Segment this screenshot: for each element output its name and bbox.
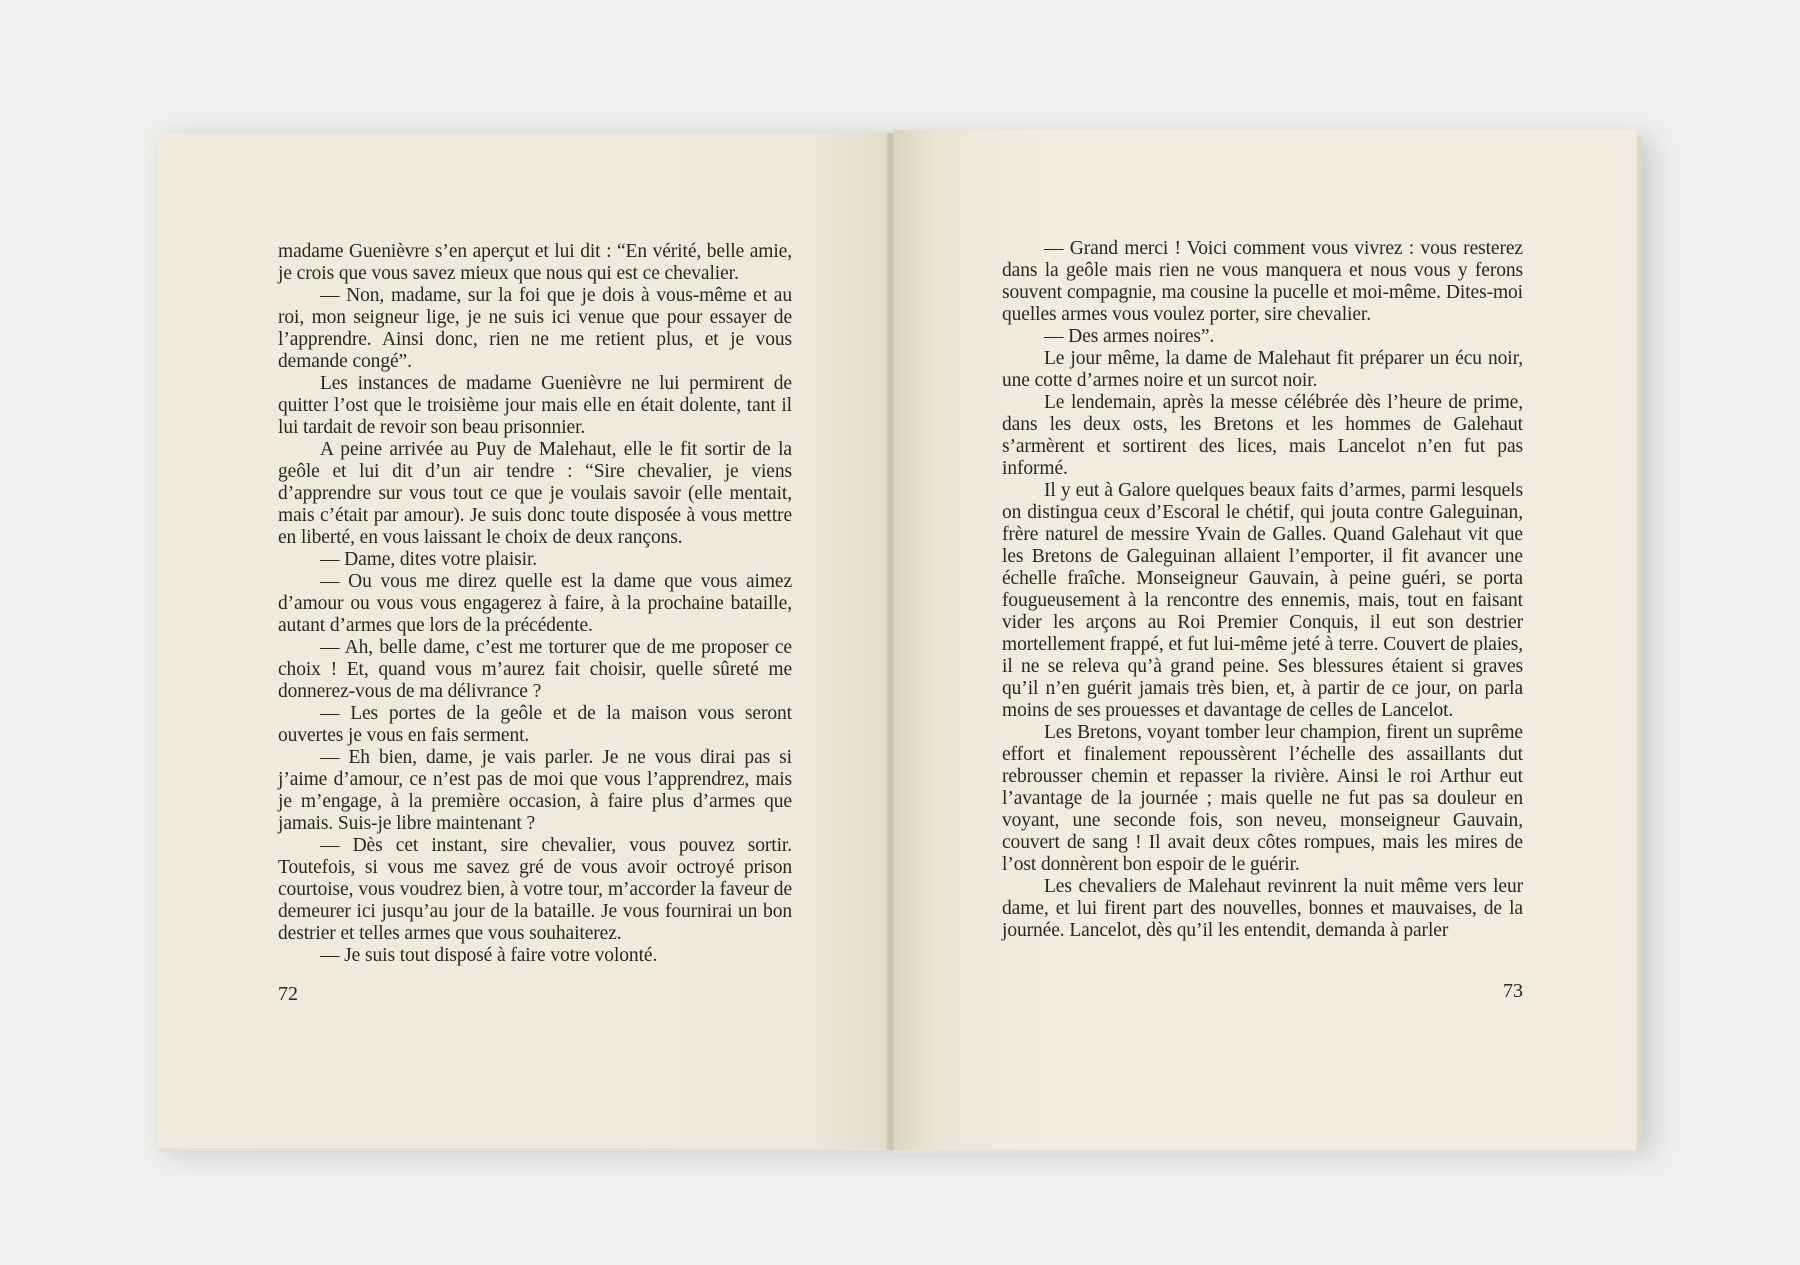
- right-page-text: [1002, 238, 1523, 942]
- paragraph: — Grand merci ! Voici comment vous vivrez : vous resterez dans la geôle mais rien ne vous manquera et nous vous y ferons souvent compagnie, ma cousine la pucelle et moi-même. Dites-moi quelles armes vous voulez porter, sire chevalier.: [1002, 238, 1523, 325]
- left-page-number: 72: [278, 983, 298, 1005]
- paragraph: Le lendemain, après la messe célébrée dès l’heure de prime, dans les deux osts, les Bretons et les hommes de Galehaut s’armèrent et sortirent des lices, mais Lancelot n’en fut pas informé.: [1002, 392, 1523, 479]
- paragraph: Il y eut à Galore quelques beaux faits d’armes, parmi lesquels on distingua ceux d’Escoral le chétif, qui jouta contre Galeguinan, frère naturel de messire Yvain de Galles. Quand Galehaut vit que les Bretons de Galeguinan allaient l’emporter, il fit avancer une échelle fraîche. Monseigneur Gauvain, à peine guéri, se porta fougueusement à la rencontre des ennemis, mais, tout en faisant vider les arçons au Roi Premier Conquis, il eut son destrier mortellement frappé, et fut lui-même jeté à terre. Couvert de plaies, il ne se releva qu’à grand peine. Ses blessures étaient si graves qu’il n’en guérit jamais très bien, et, à partir de ce jour, on parla moins de ses prouesses et davantage de celles de Lancelot.: [1002, 480, 1523, 721]
- paragraph: madame Guenièvre s’en aperçut et lui dit : “En vérité, belle amie, je crois que vous savez mieux que nous qui est ce chevalier.: [278, 241, 792, 284]
- paragraph: — Des armes noires”.: [1044, 326, 1215, 347]
- paragraph: Les instances de madame Guenièvre ne lui permirent de quitter l’ost que le troisième jour mais elle en était dolente, tant il lui tardait de revoir son beau prisonnier.: [278, 373, 792, 438]
- paragraph: — Ou vous me direz quelle est la dame que vous aimez d’amour ou vous vous engagerez à faire, à la prochaine bataille, autant d’armes que lors de la précédente.: [278, 571, 792, 636]
- paragraph: — Non, madame, sur la foi que je dois à vous-même et au roi, mon seigneur lige, je ne suis ici venue que pour essayer de l’apprendre. Ainsi donc, rien ne me retient plus, et je vous demande congé”.: [278, 285, 792, 372]
- paragraph: — Dame, dites votre plaisir.: [320, 549, 538, 570]
- left-page-text: [278, 241, 792, 967]
- page-stack-edge: [1636, 136, 1642, 1150]
- paragraph: — Ah, belle dame, c’est me torturer que de me proposer ce choix ! Et, quand vous m’aurez fait choisir, quelle sûreté me donnerez-vous de ma délivrance ?: [278, 637, 792, 702]
- paragraph: — Je suis tout disposé à faire votre volonté.: [320, 945, 658, 966]
- paragraph: A peine arrivée au Puy de Malehaut, elle le fit sortir de la geôle et lui dit d’un air tendre : “Sire chevalier, je viens d’apprendre sur vous tout ce que je voulais savoir (elle mentait, mais c’était par amour). Je suis donc toute disposée à vous mettre en liberté, en vous laissant le choix de deux rançons.: [278, 439, 792, 548]
- left-page: [158, 133, 888, 1151]
- paragraph: — Eh bien, dame, je vais parler. Je ne vous dirai pas si j’aime d’amour, ce n’est pas de moi que vous l’apprendrez, mais je m’engage, à la première occasion, à faire plus d’armes que jamais. Suis-je libre maintenant ?: [278, 747, 792, 834]
- paragraph: Les Bretons, voyant tomber leur champion, firent un suprême effort et finalement repoussèrent l’échelle des assaillants dut rebrousser chemin et repasser la rivière. Ainsi le roi Arthur eut l’avantage de la journée ; mais quelle ne fut pas sa douleur en voyant, une seconde fois, son neveu, monseigneur Gauvain, couvert de sang ! Il avait deux côtes rompues, mais les mires de l’ost donnèrent bon espoir de le guérir.: [1002, 722, 1523, 875]
- right-page: [894, 130, 1636, 1153]
- paragraph: — Dès cet instant, sire chevalier, vous pouvez sortir. Toutefois, si vous me savez gré de vous avoir octroyé prison courtoise, vous voudrez bien, à votre tour, m’accorder la faveur de demeurer ici jusqu’au jour de la bataille. Je vous fournirai un bon destrier et telles armes que vous souhaiterez.: [278, 835, 792, 944]
- right-page-number: 73: [1503, 980, 1523, 1002]
- paragraph: Le jour même, la dame de Malehaut fit préparer un écu noir, une cotte d’armes noire et un surcot noir.: [1002, 348, 1523, 391]
- paragraph: Les chevaliers de Malehaut revinrent la nuit même vers leur dame, et lui firent part des nouvelles, bonnes et mauvaises, de la journée. Lancelot, dès qu’il les entendit, demanda à parler: [1002, 876, 1523, 941]
- paragraph: — Les portes de la geôle et de la maison vous seront ouvertes je vous en fais serment.: [278, 703, 792, 746]
